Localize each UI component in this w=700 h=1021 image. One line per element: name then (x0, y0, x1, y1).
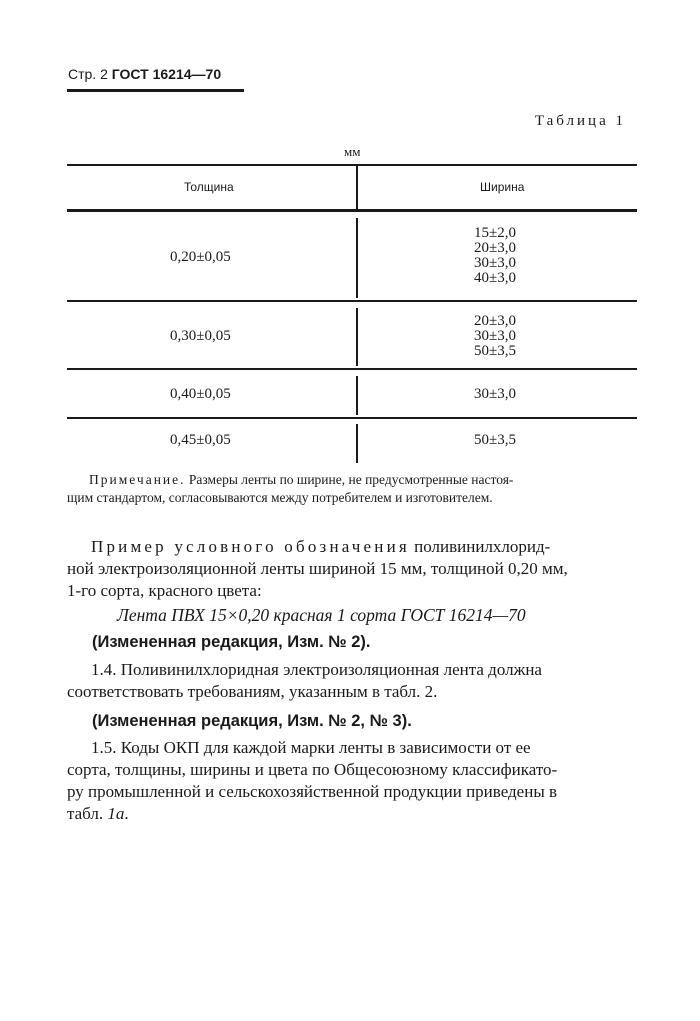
table-cell-width: 20±3,0 (474, 313, 516, 329)
table-column-divider (356, 376, 358, 415)
table-row-rule (67, 368, 637, 370)
note-text: Размеры ленты по ширине, не предусмотренные настоя- (188, 472, 514, 487)
table-column-divider (356, 166, 358, 209)
clause-1-5 (67, 737, 639, 825)
table-cell-thickness: 0,20±0,05 (170, 249, 231, 265)
table-cell-width: 30±3,0 (474, 328, 516, 344)
clause-text: . (124, 804, 129, 823)
page-label: Стр. 2 (68, 66, 108, 82)
table-cell-width: 30±3,0 (474, 255, 516, 271)
example-paragraph (67, 536, 639, 602)
example-text: ной электроизоляционной ленты шириной 15 мм, толщиной 0,20 мм, (67, 559, 568, 578)
table-cell-width: 50±3,5 (474, 432, 516, 448)
note-text: щим стандартом, согласовываются между потребителем и изготовителем. (67, 490, 493, 505)
clause-text: сорта, толщины, ширины и цвета по Общесоюзному классификато- (67, 760, 558, 779)
table-cell-thickness: 0,40±0,05 (170, 386, 231, 402)
column-header-width: Ширина (480, 180, 525, 194)
table-units: мм (344, 144, 361, 159)
table-column-divider (356, 424, 358, 463)
column-header-thickness: Толщина (184, 180, 234, 194)
table-cell-width: 50±3,5 (474, 343, 516, 359)
table-cell-width: 40±3,0 (474, 270, 516, 286)
table-cell-width: 20±3,0 (474, 240, 516, 256)
table-column-divider (356, 218, 358, 298)
table-cell-thickness: 0,30±0,05 (170, 328, 231, 344)
example-text: поливинилхлорид- (414, 537, 551, 556)
designation-example: Лента ПВХ 15×0,20 красная 1 сорта ГОСТ 16214—70 (117, 605, 526, 625)
clause-text: 1.4. Поливинилхлоридная электроизоляционная лента должна (91, 660, 542, 679)
table-cell-width: 30±3,0 (474, 386, 516, 402)
clause-1-4 (67, 659, 639, 703)
clause-text: соответствовать требованиям, указанным в табл. 2. (67, 682, 438, 701)
edit-note: (Измененная редакция, Изм. № 2). (92, 633, 371, 651)
clause-text: табл. (67, 804, 108, 823)
gost-number: ГОСТ 16214—70 (111, 66, 222, 82)
example-text: 1-го сорта, красного цвета: (67, 581, 262, 600)
table-top-rule (67, 164, 637, 166)
table-reference: 1а (107, 804, 125, 823)
clause-text: ру промышленной и сельскохозяйственной продукции приведены в (67, 782, 558, 801)
table-row-rule (67, 300, 637, 302)
table-cell-thickness: 0,45±0,05 (170, 432, 231, 448)
table-cell-width: 15±2,0 (474, 225, 516, 241)
table-note (67, 471, 639, 507)
edit-note: (Измененная редакция, Изм. № 2, № 3). (92, 712, 412, 730)
page-header (68, 66, 221, 82)
example-heading: Пример условного обозначения (91, 537, 410, 556)
table-column-divider (356, 308, 358, 366)
clause-text (67, 803, 639, 825)
table-caption: Таблица 1 (534, 113, 626, 129)
header-rule (67, 89, 244, 92)
table-header-rule (67, 209, 637, 212)
clause-text: 1.5. Коды ОКП для каждой марки ленты в зависимости от ее (91, 738, 531, 757)
note-label: Примечание. (89, 472, 186, 487)
table-row-rule (67, 417, 637, 419)
